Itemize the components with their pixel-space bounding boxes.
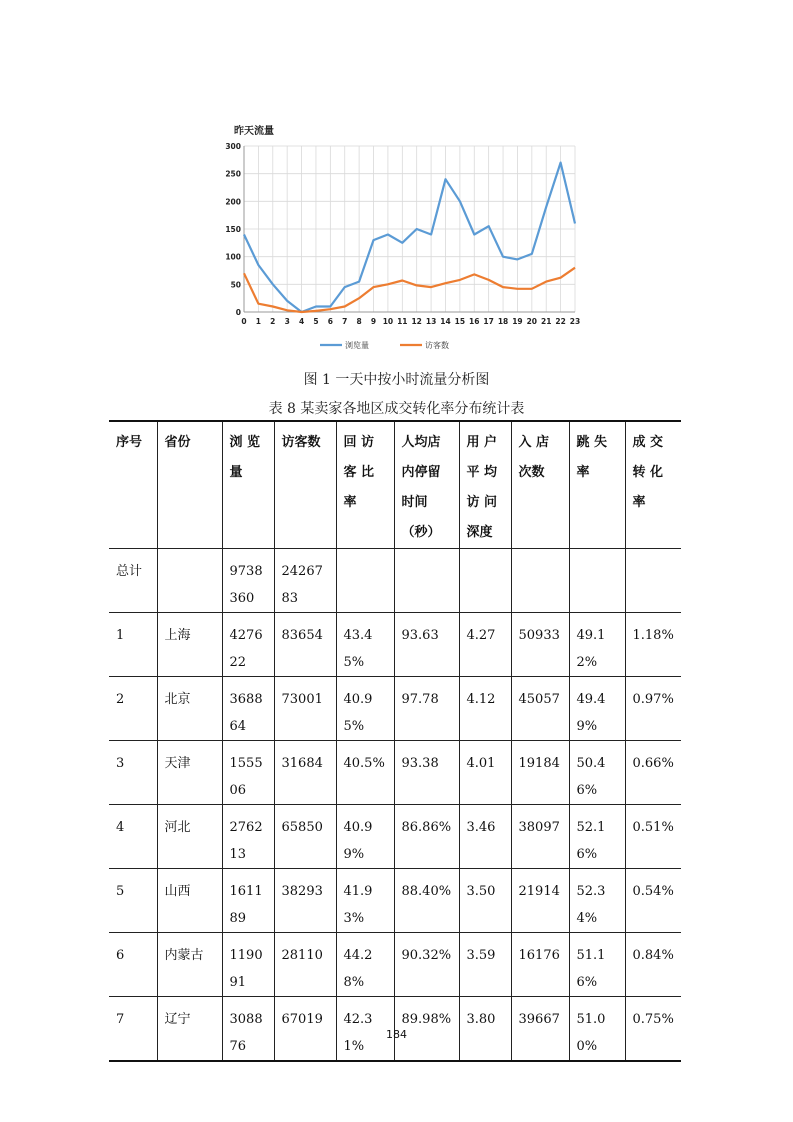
y-tick-label: 300 [225,142,241,151]
table-cell: 65850 [274,805,336,869]
table-cell: 97.78 [394,677,459,741]
x-tick-label: 20 [526,317,538,326]
table-cell: 7 [109,997,157,1062]
page-number: 184 [386,1028,407,1041]
table-cell: 51.00% [569,997,625,1062]
table-cell: 42.31% [336,997,394,1062]
table-cell: 1.18% [625,613,681,677]
table-cell: 4.12 [459,677,511,741]
table-cell: 31684 [274,741,336,805]
x-tick-label: 8 [356,317,362,326]
chart-title: 昨天流量 [234,126,274,137]
table-cell: 总计 [109,549,157,613]
table-cell: 38293 [274,869,336,933]
hourly-traffic-chart [225,120,590,360]
x-tick-label: 9 [370,317,377,326]
table-cell: 86.86% [394,805,459,869]
table-caption: 表 8 某卖家各地区成交转化率分布统计表 [268,401,525,417]
table-cell: 1 [109,613,157,677]
table-cell: 0.84% [625,933,681,997]
table-row [109,613,681,677]
table-cell: 49.49% [569,677,625,741]
table-cell: 40.99% [336,805,394,869]
table-cell: 4.27 [459,613,511,677]
table-row [109,933,681,997]
table-cell: 39667 [511,997,569,1062]
header-cell: 跳 失 率 [569,421,625,549]
table-cell: 161189 [222,869,274,933]
header-cell: 访客数 [274,421,336,549]
table-cell: 44.28% [336,933,394,997]
table-cell: 4 [109,805,157,869]
table-cell: 52.34% [569,869,625,933]
table-cell: 上海 [157,613,222,677]
chart-legend [320,340,449,350]
table-cell: 内蒙古 [157,933,222,997]
x-tick-label: 12 [411,317,422,326]
table-cell: 3.59 [459,933,511,997]
legend-label: 浏览量 [345,341,369,350]
table-cell: 50933 [511,613,569,677]
x-tick-label: 14 [440,317,451,326]
table-cell: 93.63 [394,613,459,677]
table-cell [511,549,569,613]
x-tick-label: 21 [540,317,552,326]
table-cell: 41.93% [336,869,394,933]
table-cell: 3.50 [459,869,511,933]
table-cell: 19184 [511,741,569,805]
table-cell [459,549,511,613]
table-cell: 河北 [157,805,222,869]
table-cell: 89.98% [394,997,459,1062]
chart-axes [225,142,580,326]
table-cell: 119091 [222,933,274,997]
table-cell: 0.51% [625,805,681,869]
table-cell: 427622 [222,613,274,677]
table-cell [394,549,459,613]
x-tick-label: 2 [270,317,276,326]
table-cell: 3 [109,741,157,805]
table-cell: 2 [109,677,157,741]
table-cell: 49.12% [569,613,625,677]
x-tick-label: 16 [469,317,480,326]
table-cell: 368864 [222,677,274,741]
x-tick-label: 3 [284,317,290,326]
table-cell: 3.80 [459,997,511,1062]
y-tick-label: 150 [225,225,241,234]
table-row [109,677,681,741]
table-cell [336,549,394,613]
x-tick-label: 5 [313,317,319,326]
figure-caption: 图 1 一天中按小时流量分析图 [303,372,490,388]
table-cell: 73001 [274,677,336,741]
table-cell [157,549,222,613]
table-cell: 4.01 [459,741,511,805]
table-cell: 88.40% [394,869,459,933]
table-row [109,805,681,869]
table-cell: 28110 [274,933,336,997]
table-cell: 0.97% [625,677,681,741]
header-cell: 省份 [157,421,222,549]
chart-grid [244,146,575,312]
table-row [109,869,681,933]
header-cell: 入 店 次数 [511,421,569,549]
table-row [109,741,681,805]
y-tick-label: 0 [235,308,241,317]
table-cell: 0.54% [625,869,681,933]
table-cell: 83654 [274,613,336,677]
conversion-stats-table [109,420,681,1062]
table-cell: 67019 [274,997,336,1062]
x-tick-label: 6 [327,317,333,326]
x-tick-label: 4 [298,317,305,326]
table-cell: 5 [109,869,157,933]
table-cell: 45057 [511,677,569,741]
x-tick-label: 13 [425,317,437,326]
table-cell: 40.95% [336,677,394,741]
y-tick-label: 50 [230,280,241,290]
x-tick-label: 19 [512,317,523,326]
x-tick-label: 10 [382,317,394,326]
table-cell: 50.46% [569,741,625,805]
table-cell: 6 [109,933,157,997]
x-tick-label: 15 [454,317,466,326]
header-cell: 回 访 客 比 率 [336,421,394,549]
x-tick-label: 11 [397,317,408,326]
table-cell [625,549,681,613]
table-cell: 308876 [222,997,274,1062]
table-cell: 16176 [511,933,569,997]
table-cell: 93.38 [394,741,459,805]
x-tick-label: 7 [342,317,348,326]
x-tick-label: 23 [569,317,581,326]
table-cell: 天津 [157,741,222,805]
table-cell: 辽宁 [157,997,222,1062]
x-tick-label: 17 [483,317,494,326]
table-cell: 北京 [157,677,222,741]
table-cell: 0.75% [625,997,681,1062]
table-cell: 40.5% [336,741,394,805]
x-tick-label: 0 [241,317,247,326]
table-cell [569,549,625,613]
table-cell: 2426783 [274,549,336,613]
header-cell: 用 户 平 均 访 问 深度 [459,421,511,549]
table-cell: 276213 [222,805,274,869]
table-cell: 90.32% [394,933,459,997]
table-row [109,549,681,613]
header-cell: 人均店内停留时间（秒） [394,421,459,549]
x-tick-label: 22 [555,317,566,326]
x-tick-label: 18 [497,317,509,326]
header-cell: 成 交 转 化 率 [625,421,681,549]
table-cell: 山西 [157,869,222,933]
legend-label: 访客数 [425,341,449,350]
table-cell: 155506 [222,741,274,805]
y-tick-label: 250 [225,169,241,179]
table-header-row [109,421,681,549]
y-tick-label: 100 [225,252,241,262]
table-cell: 51.16% [569,933,625,997]
table-cell: 52.16% [569,805,625,869]
chart-series [244,163,575,312]
table-cell: 3.46 [459,805,511,869]
table-cell: 21914 [511,869,569,933]
header-cell: 浏 览 量 [222,421,274,549]
header-cell: 序号 [109,421,157,549]
table-cell: 43.45% [336,613,394,677]
table-cell: 9738360 [222,549,274,613]
table-cell: 0.66% [625,741,681,805]
y-tick-label: 200 [225,197,241,207]
x-tick-label: 1 [255,317,262,326]
table-cell: 38097 [511,805,569,869]
